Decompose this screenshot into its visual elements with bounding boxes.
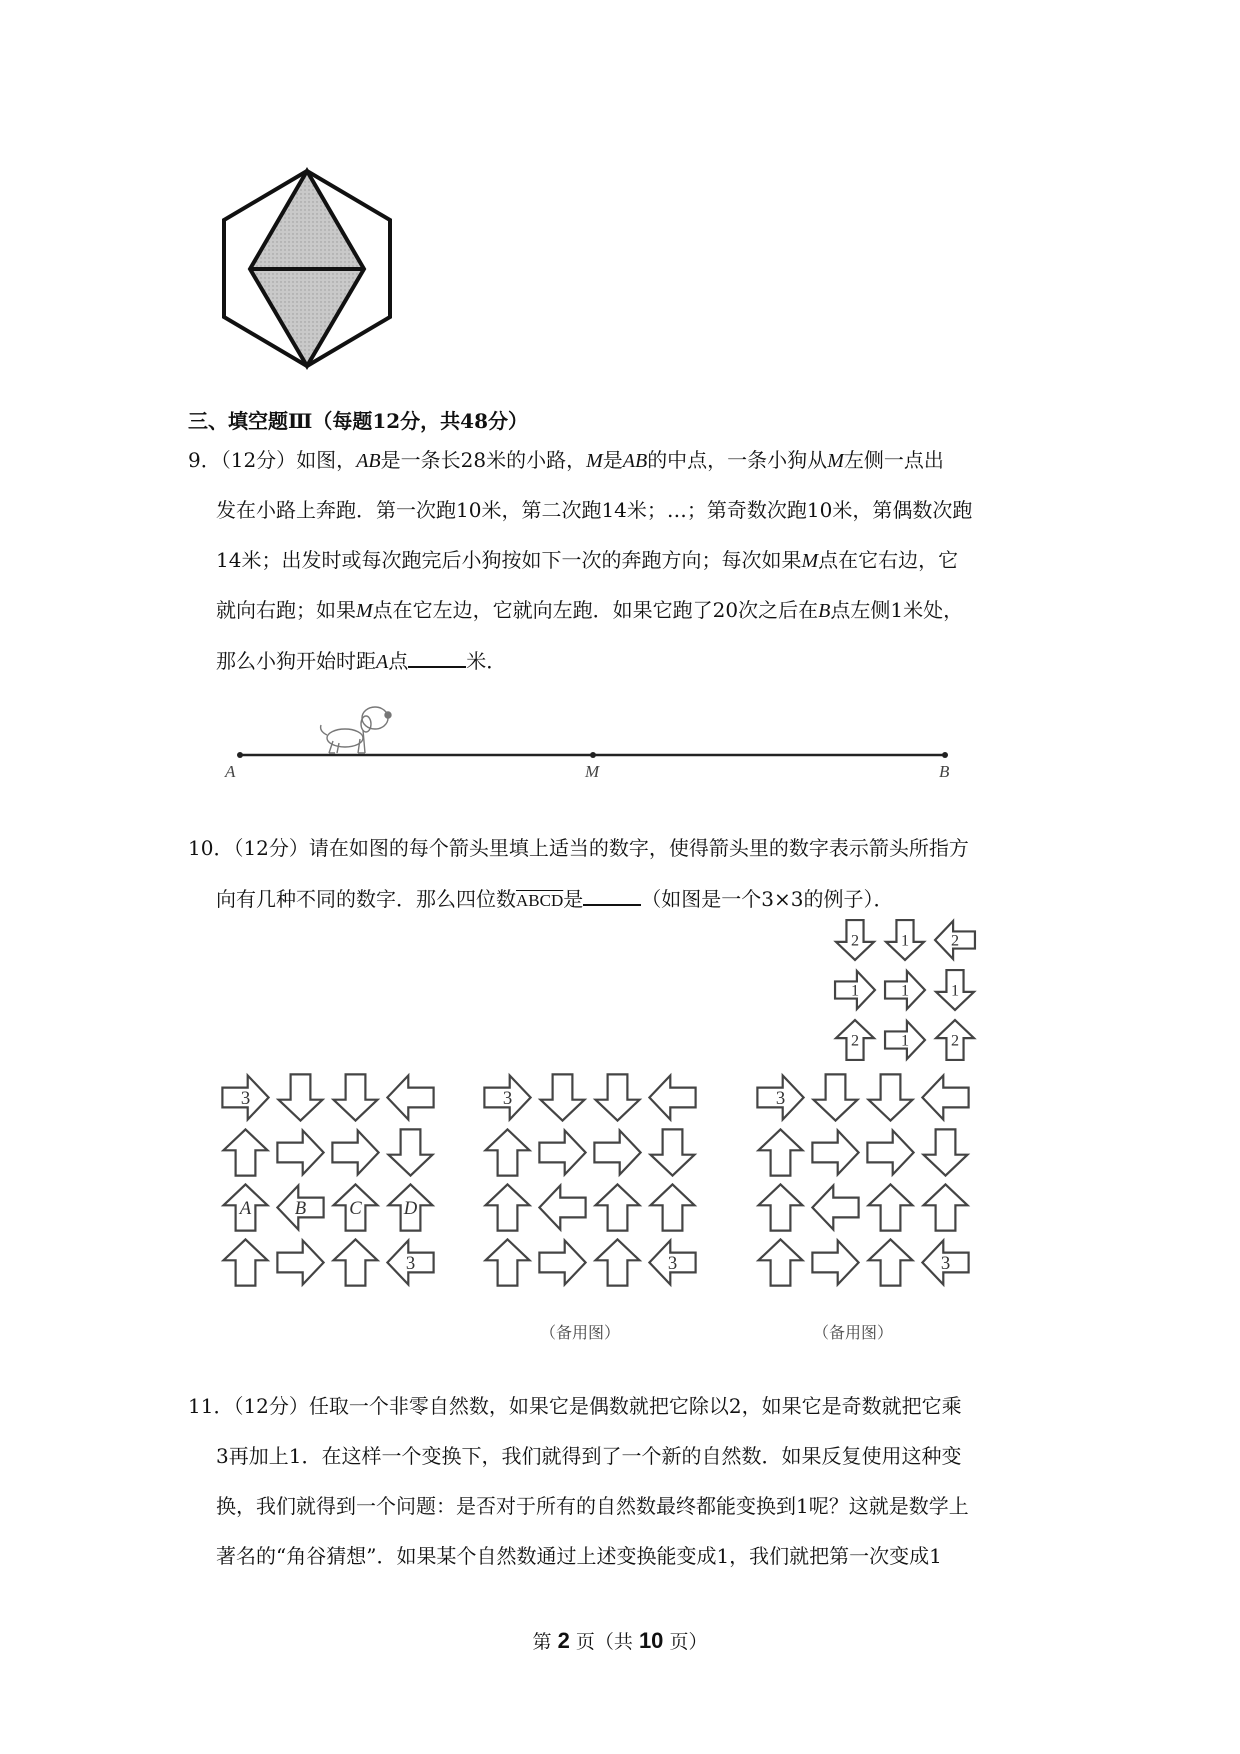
arrow-right-icon[interactable] (332, 1131, 378, 1175)
arrow-right-icon[interactable] (885, 971, 925, 1009)
dog-drawing (321, 707, 391, 753)
arrow-up-icon[interactable] (759, 1239, 803, 1285)
arrow-left-icon[interactable] (922, 1241, 968, 1285)
arrow-up-icon[interactable] (486, 1184, 530, 1230)
arrow-up-icon[interactable] (224, 1239, 268, 1285)
arrow-up-icon[interactable] (759, 1129, 803, 1175)
arrow-right-icon[interactable] (812, 1131, 858, 1175)
arrow-left-icon[interactable] (935, 921, 975, 959)
arrow-label: 3 (240, 1088, 251, 1110)
arrow-label: 1 (900, 1032, 910, 1050)
arrow-right-icon[interactable] (277, 1131, 323, 1175)
arrow-right-icon[interactable] (867, 1131, 913, 1175)
q10-line-1: 10．（12分）请在如图的每个箭头里填上适当的数字，使得箭头里的数字表示箭头所指方 (188, 836, 969, 860)
arrow-label: 2 (950, 1032, 960, 1050)
arrow-up-icon[interactable] (759, 1184, 803, 1230)
arrow-label: C (349, 1198, 362, 1220)
arrow-label: 3 (940, 1253, 951, 1275)
arrow-down-icon[interactable] (279, 1074, 323, 1120)
arrow-down-icon[interactable] (869, 1074, 913, 1120)
answer-blank[interactable] (583, 886, 641, 906)
point-a (237, 752, 243, 758)
q11-line-2: 3再加上1．在这样一个变换下，我们就得到了一个新的自然数．如果反复使用这种变 (216, 1444, 962, 1468)
arrow-up-icon[interactable] (334, 1184, 378, 1230)
arrow-up-icon[interactable] (596, 1239, 640, 1285)
q10-number: 10． (188, 836, 234, 860)
arrow-down-icon[interactable] (334, 1074, 378, 1120)
abcd-overline: ABCD (516, 891, 564, 910)
label-a: A (225, 762, 236, 781)
arrow-up-icon[interactable] (836, 1020, 874, 1060)
label-b: B (939, 762, 950, 781)
q11-score: （12分） (233, 1394, 309, 1418)
q9-score: （12分） (220, 448, 297, 472)
arrow-down-icon[interactable] (596, 1074, 640, 1120)
arrow-up-icon[interactable] (869, 1239, 913, 1285)
arrow-left-icon[interactable] (922, 1076, 968, 1120)
arrow-up-icon[interactable] (869, 1184, 913, 1230)
arrow-left-icon[interactable] (387, 1241, 433, 1285)
arrow-right-icon[interactable] (539, 1241, 585, 1285)
q9-line-2: 发在小路上奔跑．第一次跑10米，第二次跑14米；…；第奇数次跑10米，第偶数次跑 (216, 498, 973, 522)
page-footer: 第 2 页（共 10 页） (532, 1628, 708, 1653)
arrow-right-icon[interactable] (835, 971, 875, 1009)
q11-number: 11． (188, 1394, 234, 1418)
page-total: 10 (638, 1628, 664, 1653)
arrow-up-icon[interactable] (486, 1129, 530, 1175)
hexagon-figure (212, 165, 402, 375)
arrow-down-icon[interactable] (389, 1129, 433, 1175)
arrow-down-icon[interactable] (936, 970, 974, 1010)
arrow-label: 3 (667, 1253, 678, 1275)
arrow-right-icon[interactable] (594, 1131, 640, 1175)
arrow-up-icon[interactable] (224, 1129, 268, 1175)
arrow-right-icon[interactable] (757, 1076, 803, 1120)
arrow-up-icon[interactable] (924, 1184, 968, 1230)
caption-spare-2: （备用图） (813, 1323, 894, 1342)
q9-line-3: 14米；出发时或每次跑完后小狗按如下一次的奔跑方向；每次如果M点在它右边，它 (216, 548, 959, 572)
road-figure (215, 695, 975, 785)
q9-line-1: 9．（12分）如图，AB是一条长28米的小路，M是AB的中点，一条小狗从M左侧一点出 (188, 448, 944, 472)
arrow-grid-spare-1 (480, 1070, 705, 1320)
arrow-label: 2 (950, 932, 960, 950)
arrow-grid-main (218, 1070, 443, 1320)
arrow-right-icon[interactable] (222, 1076, 268, 1120)
arrow-down-icon[interactable] (886, 920, 924, 960)
point-b (942, 752, 948, 758)
q11-line-1: 11．（12分）任取一个非零自然数，如果它是偶数就把它除以2，如果它是奇数就把它乘 (188, 1394, 962, 1418)
point-m (590, 752, 596, 758)
arrow-down-icon[interactable] (836, 920, 874, 960)
arrow-label: B (294, 1198, 307, 1220)
arrow-label: 1 (900, 982, 910, 1000)
arrow-left-icon[interactable] (649, 1241, 695, 1285)
arrow-grid-spare-2 (753, 1070, 978, 1320)
q10-line-2: 向有几种不同的数字．那么四位数ABCD是 （如图是一个3×3的例子）． (216, 887, 894, 911)
page-number: 2 (557, 1628, 570, 1653)
arrow-label: 3 (502, 1088, 513, 1110)
arrow-right-icon[interactable] (277, 1241, 323, 1285)
arrow-right-icon[interactable] (539, 1131, 585, 1175)
arrow-up-icon[interactable] (651, 1184, 695, 1230)
arrow-right-icon[interactable] (885, 1021, 925, 1059)
arrow-label: 1 (950, 982, 960, 1000)
arrow-down-icon[interactable] (541, 1074, 585, 1120)
q9-line-4: 就向右跑；如果M点在它左边，它就向左跑．如果它跑了20次之后在B点左侧1米处， (216, 598, 964, 622)
caption-spare-1: （备用图） (540, 1323, 621, 1342)
arrow-down-icon[interactable] (651, 1129, 695, 1175)
arrow-up-icon[interactable] (334, 1239, 378, 1285)
arrow-left-icon[interactable] (649, 1076, 695, 1120)
arrow-right-icon[interactable] (484, 1076, 530, 1120)
arrow-label: 2 (850, 1032, 860, 1050)
arrow-left-icon[interactable] (539, 1186, 585, 1230)
q11-line-3: 换，我们就得到一个问题：是否对于所有的自然数最终都能变换到1呢？这就是数学上 (216, 1494, 969, 1518)
arrow-label: D (403, 1198, 418, 1220)
arrow-label: 1 (850, 982, 860, 1000)
arrow-label: 1 (900, 932, 910, 950)
arrow-up-icon[interactable] (936, 1020, 974, 1060)
arrow-right-icon[interactable] (812, 1241, 858, 1285)
arrow-down-icon[interactable] (814, 1074, 858, 1120)
arrow-left-icon[interactable] (387, 1076, 433, 1120)
arrow-up-icon[interactable] (596, 1184, 640, 1230)
arrow-down-icon[interactable] (924, 1129, 968, 1175)
arrow-label: A (239, 1198, 252, 1220)
arrow-up-icon[interactable] (389, 1184, 433, 1230)
arrow-label: 3 (405, 1253, 416, 1275)
arrow-left-icon[interactable] (277, 1186, 323, 1230)
q10-score: （12分） (233, 836, 309, 860)
arrow-label: 2 (850, 932, 860, 950)
q11-line-4: 著名的“角谷猜想”．如果某个自然数通过上述变换能变成1，我们就把第一次变成1 (216, 1544, 942, 1568)
q9-line-5: 那么小狗开始时距A点 米． (216, 649, 507, 673)
arrow-up-icon[interactable] (486, 1239, 530, 1285)
q9-number: 9． (188, 448, 221, 472)
section-title: 三、填空题Ⅲ（每题12分，共48分） (188, 409, 529, 433)
label-m: M (585, 762, 600, 781)
answer-blank[interactable] (408, 648, 466, 668)
arrow-left-icon[interactable] (812, 1186, 858, 1230)
arrow-up-icon[interactable] (224, 1184, 268, 1230)
arrow-label: 3 (775, 1088, 786, 1110)
example-3x3-grid (830, 915, 980, 1065)
